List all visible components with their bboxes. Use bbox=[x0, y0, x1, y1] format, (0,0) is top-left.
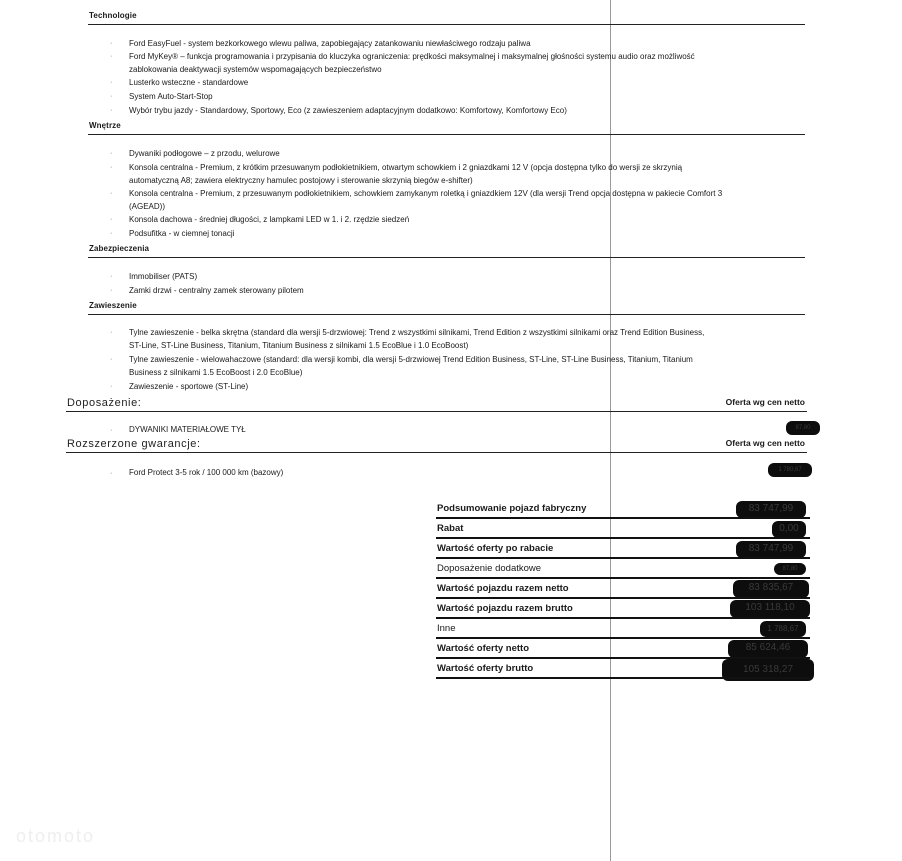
bullet: · bbox=[110, 383, 113, 390]
bullet: · bbox=[110, 470, 113, 477]
bullet: · bbox=[110, 79, 113, 86]
section-title-zabezpieczenia: Zabezpieczenia bbox=[89, 244, 150, 253]
redacted-value: 1 788,67 bbox=[760, 621, 806, 637]
list-item-text: Podsufitka - w ciemnej tonacji bbox=[129, 229, 235, 238]
bullet: · bbox=[110, 216, 113, 223]
redacted-price: 87,80 bbox=[786, 421, 820, 435]
summary-label: Rabat bbox=[437, 523, 464, 534]
watermark-logo: otomoto bbox=[16, 826, 96, 846]
redacted-value: 83 835,67 bbox=[733, 580, 809, 598]
redacted-value: 103 118,10 bbox=[730, 600, 810, 618]
summary-divider bbox=[436, 557, 810, 559]
summary-divider bbox=[436, 617, 810, 619]
list-item-text: Zamki drzwi - centralny zamek sterowany pilotem bbox=[129, 286, 304, 295]
list-item-text: Tylne zawieszenie - wielowahaczowe (standard: dla wersji kombi, dla wersji 5-drzwiowej Trend Edition Business, ST-Line, ST-Line Business, Titanium, Titanium bbox=[129, 355, 693, 364]
section-divider bbox=[66, 411, 807, 412]
list-item-text: Lusterko wsteczne - standardowe bbox=[129, 78, 249, 87]
list-item-text: Tylne zawieszenie - belka skrętna (standard dla wersji 5-drzwiowej: Trend z wszystkimi silnikami, Trend Edition z wszystkimi silnikami oraz Trend Edition Business, bbox=[129, 328, 705, 337]
summary-divider bbox=[436, 537, 810, 539]
section-title-gwarancje: Rozszerzone gwarancje: bbox=[67, 438, 201, 450]
summary-label: Wartość pojazdu razem netto bbox=[437, 583, 569, 594]
summary-label: Doposażenie dodatkowe bbox=[437, 563, 542, 574]
redacted-price: 1 780,67 bbox=[768, 463, 812, 477]
column-header-netto: Oferta wg cen netto bbox=[725, 397, 805, 407]
summary-divider bbox=[436, 517, 810, 519]
section-divider bbox=[88, 257, 805, 258]
bullet: · bbox=[110, 273, 113, 280]
section-title-zawieszenie: Zawieszenie bbox=[89, 301, 137, 310]
bullet: · bbox=[110, 53, 113, 60]
summary-divider bbox=[436, 637, 810, 639]
section-divider bbox=[66, 452, 807, 453]
list-item-text: Konsola centralna - Premium, z przesuwanym podłokietnikiem, schowkiem zamykanym roletką i gniazdkiem 12V (dla wersji Trend opcja dostępna w pakiecie Comfort 3 bbox=[129, 189, 723, 198]
list-item-text: Immobiliser (PATS) bbox=[129, 272, 198, 281]
list-item-text: DYWANIKI MATERIAŁOWE TYŁ bbox=[129, 425, 246, 434]
list-item-text: Zawieszenie - sportowe (ST-Line) bbox=[129, 382, 249, 391]
bullet: · bbox=[110, 40, 113, 47]
bullet: · bbox=[110, 93, 113, 100]
summary-label: Wartość oferty netto bbox=[437, 643, 530, 654]
redacted-value: 105 318,27 bbox=[722, 659, 814, 681]
summary-label: Podsumowanie pojazd fabryczny bbox=[437, 503, 587, 514]
list-item-text: System Auto-Start-Stop bbox=[129, 92, 213, 101]
summary-label: Wartość oferty brutto bbox=[437, 663, 534, 674]
list-item-text: Ford MyKey® – funkcja programowania i przypisania do kluczyka ograniczenia: prędkości maksymalnej i maksymalnej głośności systemu audio oraz możliwość bbox=[129, 52, 695, 61]
scan-artifact-line bbox=[610, 0, 611, 861]
redacted-value: 87,80 bbox=[774, 563, 806, 575]
list-item-text: Konsola dachowa - średniej długości, z lampkami LED w 1. i 2. rzędzie siedzeń bbox=[129, 215, 410, 224]
bullet: · bbox=[110, 150, 113, 157]
list-item-text: automatyczną A8; zawiera elektryczny hamulec postojowy i sterowanie skrzynią biegów e-shifter) bbox=[129, 176, 473, 185]
list-item-text: zablokowania deaktywacji systemów wspomagających bezpieczeństwo bbox=[129, 65, 382, 74]
list-item-text: Business z silnikami 1.5 EcoBoost i 2.0 EcoBlue) bbox=[129, 368, 303, 377]
section-divider bbox=[88, 24, 805, 25]
list-item-text: (AGEAD)) bbox=[129, 202, 165, 211]
list-item-text: Konsola centralna - Premium, z krótkim przesuwanym podłokietnikiem, otwartym schowkiem i 2 gniazdkami 12 V (opcja dostępna tylko do wersji ze skrzynią bbox=[129, 163, 683, 172]
bullet: · bbox=[110, 356, 113, 363]
section-title-doposazenie: Doposażenie: bbox=[67, 397, 142, 409]
column-header-netto: Oferta wg cen netto bbox=[725, 438, 805, 448]
summary-label: Inne bbox=[437, 623, 456, 634]
summary-label: Wartość oferty po rabacie bbox=[437, 543, 554, 554]
bullet: · bbox=[110, 287, 113, 294]
bullet: · bbox=[110, 329, 113, 336]
list-item-text: Wybór trybu jazdy - Standardowy, Sportowy, Eco (z zawieszeniem adaptacyjnym dodatkowo: Komfortowy, Komfortowy Eco) bbox=[129, 106, 567, 115]
bullet: · bbox=[110, 427, 113, 434]
summary-divider bbox=[436, 597, 810, 599]
list-item-text: Dywaniki podłogowe – z przodu, welurowe bbox=[129, 149, 280, 158]
list-item-text: Ford Protect 3-5 rok / 100 000 km (bazowy) bbox=[129, 468, 284, 477]
redacted-value: 85 624,46 bbox=[728, 640, 808, 658]
section-title-wnetrze: Wnętrze bbox=[89, 121, 121, 130]
redacted-value: 0,00 bbox=[772, 521, 806, 538]
summary-divider bbox=[436, 677, 810, 679]
section-title-technologie: Technologie bbox=[89, 11, 137, 20]
section-divider bbox=[88, 314, 805, 315]
bullet: · bbox=[110, 230, 113, 237]
section-divider bbox=[88, 134, 805, 135]
bullet: · bbox=[110, 107, 113, 114]
bullet: · bbox=[110, 164, 113, 171]
redacted-value: 83 747,99 bbox=[736, 541, 806, 558]
list-item-text: ST-Line, ST-Line Business, Titanium, Titanium Business z silnikami 1.5 EcoBlue i 1.0 EcoBoost) bbox=[129, 341, 469, 350]
summary-label: Wartość pojazdu razem brutto bbox=[437, 603, 573, 614]
list-item-text: Ford EasyFuel - system bezkorkowego wlewu paliwa, zapobiegający zatankowaniu niewłaściwego rodzaju paliwa bbox=[129, 39, 531, 48]
redacted-value: 83 747,99 bbox=[736, 501, 806, 518]
summary-divider bbox=[436, 577, 810, 579]
bullet: · bbox=[110, 190, 113, 197]
